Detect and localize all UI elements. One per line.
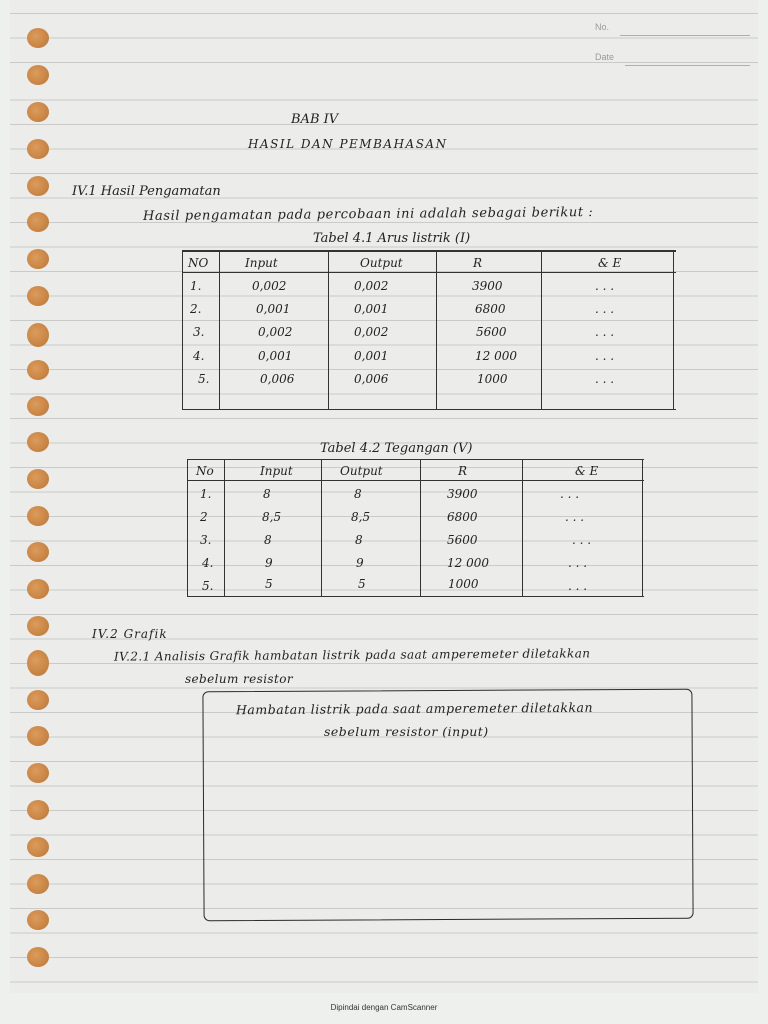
table1-cell: 4.: [193, 349, 205, 363]
binder-hole: [27, 249, 49, 269]
no-underline: [620, 35, 750, 36]
table1-header-e: & E: [598, 256, 622, 270]
binder-hole: [27, 212, 49, 232]
table2-cell: 12 000: [447, 556, 489, 570]
table2-cell: 2: [200, 510, 208, 524]
chapter-subtitle: HASIL DAN PEMBAHASAN: [248, 137, 448, 151]
table1-caption: Tabel 4.1 Arus listrik (I): [313, 231, 471, 246]
table1-cell: 0,002: [252, 279, 287, 293]
table2-cell: 3.: [200, 533, 212, 547]
date-label: Date: [595, 52, 615, 62]
binder-hole: [27, 469, 49, 489]
table1-cell: 1000: [477, 372, 508, 386]
section2-heading: IV.2 Grafik: [92, 627, 168, 641]
table2-header-no: No: [196, 464, 214, 478]
table2-cell: 9: [265, 556, 273, 570]
binder-hole: [27, 726, 49, 746]
graph-title-line2: sebelum resistor (input): [324, 724, 489, 739]
table2-cell: 8,5: [351, 510, 371, 524]
binder-hole: [27, 396, 49, 416]
section2-sub-line1: IV.2.1 Analisis Grafik hambatan listrik pada saat amperemeter diletakkan: [113, 646, 591, 664]
table1-cell: 0,001: [256, 302, 291, 316]
table1-header-output: Output: [360, 256, 403, 270]
binder-hole: [27, 650, 49, 676]
table1-cell: 2.: [190, 302, 202, 316]
table2-cell: 8: [355, 533, 363, 547]
table2-cell: . . .: [572, 533, 592, 547]
table2-cell: 8,5: [262, 510, 282, 524]
notebook-page: [10, 0, 758, 993]
binder-hole: [27, 28, 49, 48]
date-underline: [625, 65, 750, 66]
table2-cell: 5: [358, 577, 366, 591]
table2-cell: 5.: [202, 579, 214, 593]
table1-cell: 12 000: [475, 349, 517, 363]
table1-cell: . . .: [595, 349, 615, 363]
binder-hole: [27, 616, 49, 636]
table1-header-r: R: [473, 256, 483, 270]
table2-cell: 3900: [447, 487, 478, 501]
table2-caption: Tabel 4.2 Tegangan (V): [320, 441, 473, 456]
table1-header-no: NO: [188, 256, 209, 270]
table2-cell: 1.: [200, 487, 212, 501]
binder-hole: [27, 176, 49, 196]
table1-cell: . . .: [595, 302, 615, 316]
table1-cell: 0,002: [258, 325, 293, 339]
table1-cell: 5.: [198, 372, 210, 386]
table1-cell: 0,006: [354, 372, 389, 386]
binder-hole: [27, 837, 49, 857]
table2-cell: . . .: [560, 487, 580, 501]
table2-header-input: Input: [260, 464, 293, 478]
binder-hole: [27, 139, 49, 159]
table1-cell: 0,006: [260, 372, 295, 386]
section1-heading: IV.1 Hasil Pengamatan: [72, 184, 221, 199]
binder-hole: [27, 323, 49, 347]
table2-cell: 1000: [448, 577, 479, 591]
table1-header-input: Input: [245, 256, 278, 270]
binder-hole: [27, 542, 49, 562]
binder-hole: [27, 579, 49, 599]
scanner-watermark: Dipindai dengan CamScanner: [330, 1003, 438, 1012]
table2-header-output: Output: [340, 464, 383, 478]
table2-cell: 5600: [447, 533, 478, 547]
table1-cell: 0,001: [354, 302, 389, 316]
binder-hole: [27, 763, 49, 783]
table2-cell: 5: [265, 577, 273, 591]
section2-sub-line2: sebelum resistor: [185, 672, 293, 686]
table1-cell: . . .: [595, 372, 615, 386]
table2-cell: 9: [356, 556, 364, 570]
table2-cell: . . .: [565, 510, 585, 524]
table1-cell: 3900: [472, 279, 503, 293]
binder-hole: [27, 947, 49, 967]
binder-hole: [27, 690, 49, 710]
table2-cell: 8: [263, 487, 271, 501]
binder-hole: [27, 910, 49, 930]
table1-cell: . . .: [595, 325, 615, 339]
graph-title-line1: Hambatan listrik pada saat amperemeter diletakkan: [235, 699, 594, 718]
table2-header-r: R: [458, 464, 468, 478]
table2-cell: 8: [354, 487, 362, 501]
binder-hole: [27, 874, 49, 894]
table2-cell: 6800: [447, 510, 478, 524]
table2-header-e: & E: [575, 464, 599, 478]
table1-cell: 0,001: [354, 349, 389, 363]
table1-cell: 6800: [475, 302, 506, 316]
table2-cell: . . .: [568, 579, 588, 593]
chapter-title: BAB IV: [291, 112, 339, 127]
table1-cell: 5600: [476, 325, 507, 339]
binder-hole: [27, 360, 49, 380]
table1-cell: 0,002: [354, 279, 389, 293]
binder-hole: [27, 286, 49, 306]
table2-cell: . . .: [568, 556, 588, 570]
binder-hole: [27, 65, 49, 85]
section1-intro: Hasil pengamatan pada percobaan ini adalah sebagai berikut :: [142, 205, 594, 224]
table1-cell: 0,001: [258, 349, 293, 363]
table1-cell: . . .: [595, 279, 615, 293]
table1-cell: 0,002: [354, 325, 389, 339]
table1-cell: 1.: [190, 279, 202, 293]
binder-hole: [27, 506, 49, 526]
table2-cell: 8: [264, 533, 272, 547]
binder-hole: [27, 102, 49, 122]
binder-hole: [27, 432, 49, 452]
no-label: No.: [595, 22, 610, 32]
binder-hole: [27, 800, 49, 820]
table1-cell: 3.: [193, 325, 205, 339]
table2-cell: 4.: [202, 556, 214, 570]
